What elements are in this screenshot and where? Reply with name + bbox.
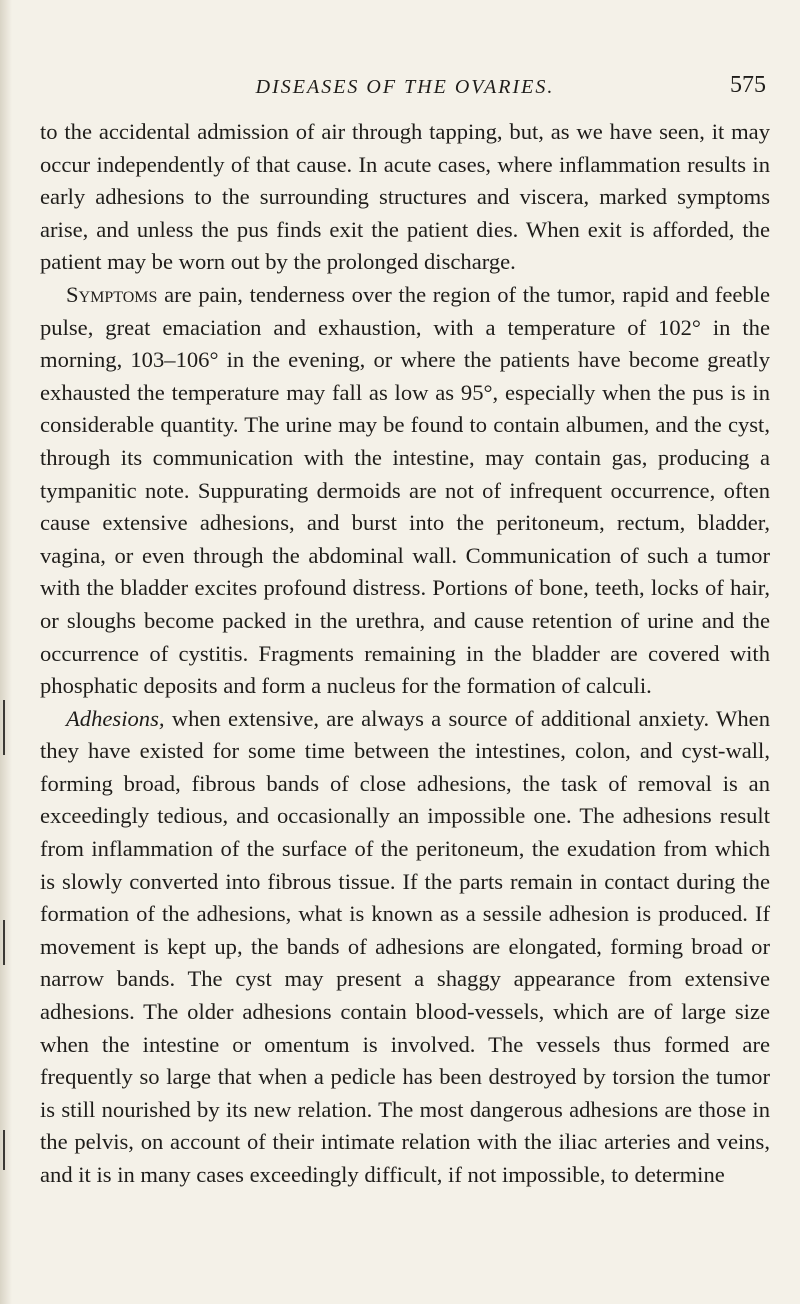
- page-number: 575: [730, 72, 766, 98]
- running-head: DISEASES OF THE OVARIES.: [255, 76, 555, 98]
- body-text: [40, 116, 770, 1192]
- page-header: [40, 72, 770, 112]
- spine-mark: [3, 920, 5, 965]
- paragraph-text: to the accidental admission of air through tapping, but, as we have seen, it may occur independently of that cause. In acute cases, where inflammation results in early adhesions to the surrounding structures and viscera, marked symptoms arise, and unless the pus finds exit the patient dies. When exit is afforded, the patient may be worn out by the prolonged discharge.: [40, 119, 770, 275]
- spine-mark: [3, 700, 5, 755]
- page-spine-shadow: [0, 0, 12, 1304]
- paragraph-text: when extensive, are always a source of additional anxiety. When they have existed for some time between the intestines, colon, and cyst-wall, forming broad, fibrous bands of close adhesions, the task of removal is an exceedingly tedious, and occasionally an impossible one. The adhesions result from inflammation of the surface of the peritoneum, the exudation from which is slowly converted into fibrous tissue. If the parts remain in contact during the formation of the adhesions, what is known as a sessile adhesion is produced. If movement is kept up, the bands of adhesions are elongated, forming broad or narrow bands. The cyst may present a shaggy appearance from extensive adhesions. The older adhesions contain blood-vessels, which are of large size when the intestine or omentum is involved. The vessels thus formed are frequently so large that when a pedicle has been destroyed by torsion the tumor is still nourished by its new relation. The most dangerous adhesions are those in the pelvis, on account of their intimate relation with the iliac arteries and veins, and it is in many cases exceedingly difficult, if not impossible, to determine: [40, 705, 770, 1187]
- paragraph-lead-symptoms: Symptoms: [66, 281, 158, 307]
- paragraph-symptoms: [40, 279, 770, 703]
- paragraph-adhesions: [40, 703, 770, 1192]
- paragraph-continuation: [40, 116, 770, 279]
- spine-mark: [3, 1130, 5, 1170]
- paragraph-lead-adhesions: Adhesions,: [66, 705, 165, 731]
- paragraph-text: are pain, tenderness over the region of the tumor, rapid and feeble pulse, great emaciation and exhaustion, with a temperature of 102° in the morning, 103–106° in the evening, or where the patients have become greatly exhausted the temperature may fall as low as 95°, especially when the pus is in considerable quantity. The urine may be found to contain albumen, and the cyst, through its communication with the intestine, may contain gas, producing a tympanitic note. Suppurating dermoids are not of infrequent occurrence, often cause extensive adhesions, and burst into the peritoneum, rectum, bladder, vagina, or even through the abdominal wall. Communication of such a tumor with the bladder excites profound distress. Portions of bone, teeth, locks of hair, or sloughs become packed in the urethra, and cause retention of urine and the occurrence of cystitis. Fragments remaining in the bladder are covered with phosphatic deposits and form a nucleus for the formation of calculi.: [40, 281, 770, 699]
